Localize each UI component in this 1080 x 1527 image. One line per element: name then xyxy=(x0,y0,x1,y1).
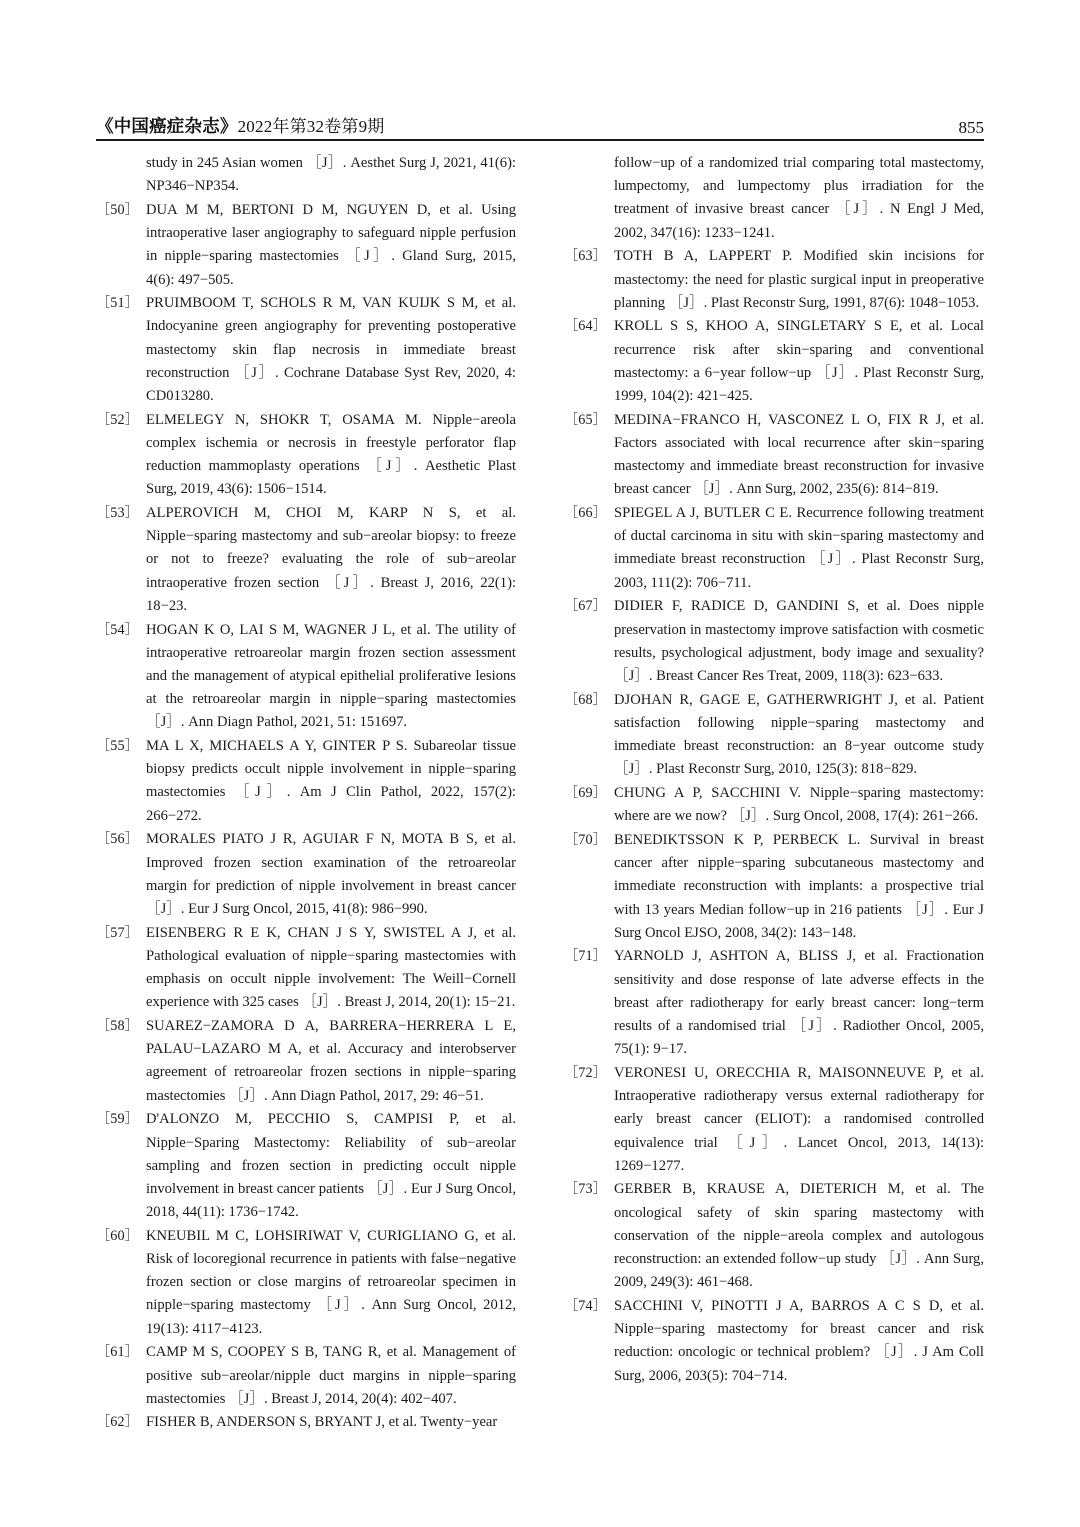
reference-entry xyxy=(96,828,516,921)
reference-entry xyxy=(96,152,516,198)
reference-entry xyxy=(96,409,516,502)
reference-entry xyxy=(564,595,984,688)
page-number: 855 xyxy=(958,118,984,137)
reference-text: D'ALONZO M, PECCHIO S, CAMPISI P, et al. Nipple−Sparing Mastectomy: Reliability of sub−areolar sampling and frozen section in predicting occult nipple involvement in breast cancer patients ［J］. Eur J Surg Oncol, 2018, 44(11): 1736−1742. xyxy=(146,1111,516,1221)
reference-number: ［55］ xyxy=(96,738,139,755)
reference-number: ［73］ xyxy=(564,1181,607,1198)
reference-list-columns xyxy=(96,152,984,1442)
reference-entry xyxy=(564,1295,984,1388)
reference-text: study in 245 Asian women ［J］. Aesthet Surg J, 2021, 41(6): NP346−NP354. xyxy=(146,155,516,195)
reference-number: ［70］ xyxy=(564,831,607,848)
reference-text: HOGAN K O, LAI S M, WAGNER J L, et al. The utility of intraoperative retroareolar margin frozen section assessment and the management of atypical epithelial proliferative lesions at the retroareolar margin in nipple−sparing mastectomies ［J］. Ann Diagn Pathol, 2021, 51: 151697. xyxy=(146,621,516,731)
reference-number: ［74］ xyxy=(564,1297,607,1314)
reference-number: ［71］ xyxy=(564,948,607,965)
reference-entry xyxy=(96,502,516,618)
reference-text: BENEDIKTSSON K P, PERBECK L. Survival in breast cancer after nipple−sparing subcutaneous mastectomy and immediate reconstruction with implants: a prospective trial with 13 years Median follow−up in 216 patients ［J］. Eur J Surg Oncol EJSO, 2008, 34(2): 143−148. xyxy=(614,831,984,941)
reference-number: ［66］ xyxy=(564,505,607,522)
reference-number: ［63］ xyxy=(564,248,607,265)
reference-text: KROLL S S, KHOO A, SINGLETARY S E, et al. Local recurrence risk after skin−sparing and conventional mastectomy: a 6−year follow−up ［J］. Plast Reconstr Surg, 1999, 104(2): 421−425. xyxy=(614,318,984,405)
reference-entry xyxy=(96,1341,516,1411)
reference-number: ［52］ xyxy=(96,411,139,428)
reference-text: CHUNG A P, SACCHINI V. Nipple−sparing mastectomy: where are we now? ［J］. Surg Oncol, 2008, 17(4): 261−266. xyxy=(614,784,984,825)
reference-text: KNEUBIL M C, LOHSIRIWAT V, CURIGLIANO G, et al. Risk of locoregional recurrence in patients with false−negative frozen section or close margins of retroareolar specimen in nipple−sparing mastectomy ［J］. Ann Surg Oncol, 2012, 19(13): 4117−4123. xyxy=(146,1227,516,1337)
reference-number: ［51］ xyxy=(96,295,139,312)
reference-text: CAMP M S, COOPEY S B, TANG R, et al. Management of positive sub−areolar/nipple duct margins in nipple−sparing mastectomies ［J］. Breast J, 2014, 20(4): 402−407. xyxy=(146,1344,516,1407)
reference-entry xyxy=(564,689,984,782)
reference-entry xyxy=(96,1015,516,1108)
reference-text: DJOHAN R, GAGE E, GATHERWRIGHT J, et al. Patient satisfaction following nipple−sparing mastectomy and immediate breast reconstruction: an 8−year outcome study ［J］. Plast Reconstr Surg, 2010, 125(3): 818−829. xyxy=(614,691,984,778)
reference-number: ［57］ xyxy=(96,924,139,941)
reference-number: ［69］ xyxy=(564,784,607,801)
reference-entry xyxy=(564,502,984,595)
reference-text: DUA M M, BERTONI D M, NGUYEN D, et al. Using intraoperative laser angiography to safeguard nipple perfusion in nipple−sparing mastectomies ［J］. Gland Surg, 2015, 4(6): 497−505. xyxy=(146,201,516,288)
reference-entry xyxy=(564,409,984,502)
reference-number: ［68］ xyxy=(564,691,607,708)
reference-number: ［67］ xyxy=(564,598,607,615)
reference-entry xyxy=(96,619,516,735)
reference-number: ［56］ xyxy=(96,831,139,848)
reference-entry xyxy=(564,1062,984,1178)
reference-text: MEDINA−FRANCO H, VASCONEZ L O, FIX R J, et al. Factors associated with local recurrence after skin−sparing mastectomy and immediate breast reconstruction for invasive breast cancer ［J］. Ann Surg, 2002, 235(6): 814−819. xyxy=(614,411,984,498)
journal-title xyxy=(96,112,385,138)
reference-number: ［72］ xyxy=(564,1064,607,1081)
reference-entry xyxy=(96,1108,516,1224)
reference-number: ［64］ xyxy=(564,318,607,335)
reference-entry xyxy=(96,1411,516,1434)
reference-text: follow−up of a randomized trial comparing total mastectomy, lumpectomy, and lumpectomy plus irradiation for the treatment of invasive breast cancer ［J］. N Engl J Med, 2002, 347(16): 1233−1241. xyxy=(614,155,984,241)
reference-text: VERONESI U, ORECCHIA R, MAISONNEUVE P, et al. Intraoperative radiotherapy versus external radiotherapy for early breast cancer (ELIOT): a randomised controlled equivalence trial ［J］. Lancet Oncol, 2013, 14(13): 1269−1277. xyxy=(614,1064,984,1174)
reference-number: ［59］ xyxy=(96,1111,139,1128)
reference-number: ［62］ xyxy=(96,1414,139,1431)
reference-text: ALPEROVICH M, CHOI M, KARP N S, et al. Nipple−sparing mastectomy and sub−areolar biopsy: to freeze or not to freeze? evaluating the role of sub−areolar intraoperative frozen section ［J］. Breast J, 2016, 22(1): 18−23. xyxy=(146,505,516,614)
reference-entry xyxy=(564,1178,984,1294)
reference-text: EISENBERG R E K, CHAN J S Y, SWISTEL A J, et al. Pathological evaluation of nipple−sparing mastectomies with emphasis on occult nipple involvement: The Weill−Cornell experience with 325 cases ［J］. Breast J, 2014, 20(1): 15−21. xyxy=(146,924,516,1011)
reference-text: YARNOLD J, ASHTON A, BLISS J, et al. Fractionation sensitivity and dose response of late adverse effects in the breast after radiotherapy for early breast cancer: long−term results of a randomised trial ［J］. Radiother Oncol, 2005, 75(1): 9−17. xyxy=(614,948,984,1058)
reference-number: ［53］ xyxy=(96,505,139,522)
running-head xyxy=(96,108,984,138)
reference-entry xyxy=(96,735,516,828)
reference-entry xyxy=(96,199,516,292)
reference-entry xyxy=(564,945,984,1061)
reference-text: SACCHINI V, PINOTTI J A, BARROS A C S D, et al. Nipple−sparing mastectomy for breast cancer and risk reduction: oncologic or technical problem? ［J］. J Am Coll Surg, 2006, 203(5): 704−714. xyxy=(614,1297,984,1384)
reference-text: PRUIMBOOM T, SCHOLS R M, VAN KUIJK S M, et al. Indocyanine green angiography for preventing postoperative mastectomy skin flap necrosis in immediate breast reconstruction ［J］. Cochrane Database Syst Rev, 2020, 4: CD013280. xyxy=(146,295,516,405)
reference-text: ELMELEGY N, SHOKR T, OSAMA M. Nipple−areola complex ischemia or necrosis in freestyle perforator flap reduction mammoplasty operations ［J］. Aesthetic Plast Surg, 2019, 43(6): 1506−1514. xyxy=(146,411,516,498)
column-left xyxy=(96,152,516,1442)
reference-number: ［50］ xyxy=(96,201,139,218)
reference-text: MA L X, MICHAELS A Y, GINTER P S. Subareolar tissue biopsy predicts occult nipple involvement in nipple−sparing mastectomies ［J］. Am J Clin Pathol, 2022, 157(2): 266−272. xyxy=(146,738,516,824)
reference-entry xyxy=(564,782,984,828)
reference-number: ［61］ xyxy=(96,1344,139,1361)
reference-text: MORALES PIATO J R, AGUIAR F N, MOTA B S, et al. Improved frozen section examination of the retroareolar margin for prediction of nipple involvement in breast cancer ［J］. Eur J Surg Oncol, 2015, 41(8): 986−990. xyxy=(146,831,516,917)
reference-entry xyxy=(96,922,516,1015)
reference-entry xyxy=(564,152,984,245)
header-rule xyxy=(96,139,984,141)
reference-entry xyxy=(564,829,984,945)
reference-text: GERBER B, KRAUSE A, DIETERICH M, et al. The oncological safety of skin sparing mastectomy with conservation of the nipple−areola complex and autologous reconstruction: an extended follow−up study ［J］. Ann Surg, 2009, 249(3): 461−468. xyxy=(614,1181,984,1291)
column-right xyxy=(564,152,984,1442)
reference-entry xyxy=(96,292,516,408)
journal-title-cn: 《中国癌症杂志》 xyxy=(96,117,238,137)
reference-number: ［58］ xyxy=(96,1018,139,1035)
reference-text: SPIEGEL A J, BUTLER C E. Recurrence following treatment of ductal carcinoma in situ with skin−sparing mastectomy and immediate breast reconstruction ［J］. Plast Reconstr Surg, 2003, 111(2): 706−711. xyxy=(614,505,984,591)
reference-text: SUAREZ−ZAMORA D A, BARRERA−HERRERA L E, PALAU−LAZARO M A, et al. Accuracy and interobserver agreement of retroareolar frozen sections in nipple−sparing mastectomies ［J］. Ann Diagn Pathol, 2017, 29: 46−51. xyxy=(146,1018,516,1104)
reference-entry xyxy=(564,245,984,315)
reference-entry xyxy=(96,1225,516,1341)
reference-number: ［65］ xyxy=(564,411,607,428)
reference-number: ［54］ xyxy=(96,621,139,638)
reference-entry xyxy=(564,315,984,408)
journal-issue-cn: 2022年第32卷第9期 xyxy=(237,117,385,136)
reference-text: TOTH B A, LAPPERT P. Modified skin incisions for mastectomy: the need for plastic surgical input in preoperative planning ［J］. Plast Reconstr Surg, 1991, 87(6): 1048−1053. xyxy=(614,248,984,311)
reference-text: DIDIER F, RADICE D, GANDINI S, et al. Does nipple preservation in mastectomy improve satisfaction with cosmetic results, psychological adjustment, body image and sexuality? ［J］. Breast Cancer Res Treat, 2009, 118(3): 623−633. xyxy=(614,598,984,684)
reference-number: ［60］ xyxy=(96,1227,139,1244)
reference-text: FISHER B, ANDERSON S, BRYANT J, et al. Twenty−year xyxy=(146,1414,498,1431)
